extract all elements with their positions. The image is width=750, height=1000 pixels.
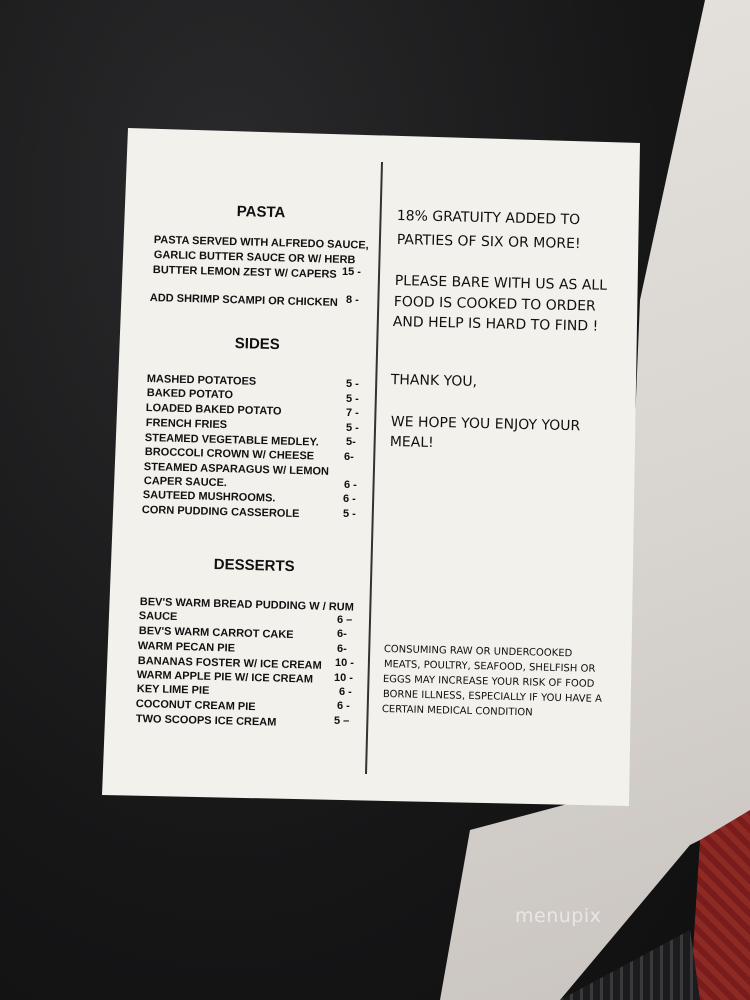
side-item-name: STEAMED ASPARAGUS W/ LEMON	[143, 461, 330, 478]
side-item-name: SAUTEED MUSHROOMS.	[142, 489, 276, 505]
side-item-name: CORN PUDDING CASSEROLE	[141, 504, 300, 521]
menupix-watermark: menupix	[515, 905, 602, 927]
side-item-name: BAKED POTATO	[146, 387, 234, 402]
side-item-price: 5-	[346, 436, 356, 448]
dessert-item-price: 10 -	[335, 657, 354, 669]
side-item-price: 7 -	[346, 407, 359, 419]
pasta-description-line: PASTA SERVED WITH ALFREDO SAUCE,	[153, 234, 369, 252]
desserts-heading: DESSERTS	[213, 556, 295, 576]
side-item-price: 5 -	[346, 378, 359, 390]
thanks-note: THANK YOU,	[390, 372, 478, 390]
dessert-item-name: BEV'S WARM CARROT CAKE	[138, 625, 294, 642]
dessert-item-price: 6-	[337, 628, 347, 640]
side-item-price: 6 -	[343, 493, 356, 505]
pasta-addon: ADD SHRIMP SCAMPI OR CHICKEN	[149, 292, 338, 309]
dessert-item-name: COCONUT CREAM PIE	[135, 698, 256, 714]
enjoy-note-line: WE HOPE YOU ENJOY YOUR	[390, 414, 581, 435]
food-safety-warning-line: BORNE ILLNESS, ESPECIALLY IF YOU HAVE A	[382, 689, 602, 705]
dessert-item-price: 6-	[337, 643, 347, 655]
dessert-item-price: 6 –	[337, 614, 353, 626]
dessert-item-name: TWO SCOOPS ICE CREAM	[135, 713, 277, 729]
side-item-name: MASHED POTATOES	[146, 373, 257, 388]
pasta-description-line: BUTTER LEMON ZEST W/ CAPERS	[152, 264, 337, 281]
dessert-item-name: BANANAS FOSTER W/ ICE CREAM	[137, 655, 322, 672]
dessert-item-price: 6 -	[337, 700, 350, 712]
gratuity-note-line: 18% GRATUITY ADDED TO	[396, 208, 581, 229]
dessert-item-name: WARM PECAN PIE	[137, 640, 236, 655]
enjoy-note-line: MEAL!	[389, 434, 434, 451]
dessert-item-name: KEY LIME PIE	[136, 683, 210, 697]
dessert-item-price: 5 –	[334, 715, 350, 727]
side-item-name: STEAMED VEGETABLE MEDLEY.	[144, 432, 319, 449]
side-item-price: 5 -	[343, 508, 356, 520]
food-safety-warning-line: CONSUMING RAW OR UNDERCOOKED	[383, 644, 573, 660]
dessert-item-name: BEV'S WARM BREAD PUDDING W / RUM	[139, 596, 354, 614]
side-item-name: CAPER SAUCE.	[143, 475, 228, 490]
cooked-note-line: PLEASE BARE WITH US AS ALL	[394, 273, 608, 294]
pasta-addon-price: 8 -	[346, 294, 359, 306]
pasta-heading: PASTA	[236, 203, 286, 222]
food-safety-warning-line: EGGS MAY INCREASE YOUR RISK OF FOOD	[382, 674, 595, 690]
side-item-price: 5 -	[346, 422, 359, 434]
side-item-name: BROCCOLI CROWN W/ CHEESE	[144, 446, 315, 463]
gratuity-note-line: PARTIES OF SIX OR MORE!	[396, 232, 581, 253]
dessert-item-price: 6 -	[339, 686, 352, 698]
side-item-price: 6 -	[344, 479, 357, 491]
dessert-item-name: WARM APPLE PIE W/ ICE CREAM	[136, 669, 314, 686]
side-item-price: 5 -	[346, 393, 359, 405]
cooked-note-line: AND HELP IS HARD TO FIND !	[392, 314, 599, 335]
dessert-item-price: 10 -	[334, 672, 353, 684]
cooked-note-line: FOOD IS COOKED TO ORDER	[393, 294, 596, 315]
side-item-name: LOADED BAKED POTATO	[145, 402, 282, 418]
pasta-description-line: GARLIC BUTTER SAUCE OR W/ HERB	[153, 249, 356, 267]
side-item-price: 6-	[344, 451, 354, 463]
pasta-price: 15 -	[342, 266, 361, 278]
food-safety-warning-line: CERTAIN MEDICAL CONDITION	[381, 704, 533, 719]
sides-heading: SIDES	[234, 335, 281, 354]
food-safety-warning-line: MEATS, POULTRY, SEAFOOD, SHELFISH OR	[383, 659, 596, 675]
side-item-name: FRENCH FRIES	[145, 417, 228, 432]
dessert-item-name: SAUCE	[138, 610, 178, 624]
